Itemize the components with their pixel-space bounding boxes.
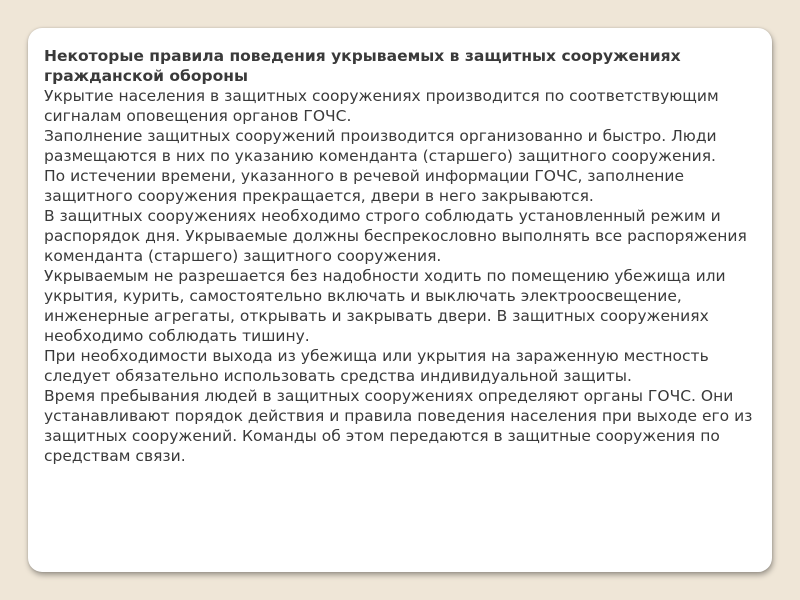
- paragraph-2: Заполнение защитных сооружений производится организованно и быстро. Люди размещаются в них по указанию коменданта (старшего) защитного сооружения.: [44, 127, 717, 165]
- paragraph-5: Укрываемым не разрешается без надобности ходить по помещению убежища или укрытия, курить, самостоятельно включать и выключать электроосвещение, инженерные агрегаты, открывать и закрывать двери. В защитных сооружениях необходимо соблюдать тишину.: [44, 267, 726, 345]
- paragraph-6: При необходимости выхода из убежища или укрытия на зараженную местность следует обязательно использовать средства индивидуальной защиты.: [44, 347, 709, 385]
- paragraph-4: В защитных сооружениях необходимо строго соблюдать установленный режим и распорядок дня. Укрываемые должны беспрекословно выполнять все распоряжения коменданта (старшего) защитного сооружения.: [44, 207, 747, 265]
- page-title: Некоторые правила поведения укрываемых в защитных сооружениях гражданской обороны: [44, 47, 681, 85]
- paragraph-1: Укрытие населения в защитных сооружениях производится по соответствующим сигналам оповещения органов ГОЧС.: [44, 87, 719, 125]
- paragraph-7: Время пребывания людей в защитных сооружениях определяют органы ГОЧС. Они устанавливают порядок действия и правила поведения населения при выходе его из защитных сооружений. Команды об этом передаются в защитные сооружения по средствам связи.: [44, 387, 753, 465]
- content-card: [28, 28, 772, 572]
- paragraph-3: По истечении времени, указанного в речевой информации ГОЧС, заполнение защитного сооружения прекращается, двери в него закрываются.: [44, 167, 684, 205]
